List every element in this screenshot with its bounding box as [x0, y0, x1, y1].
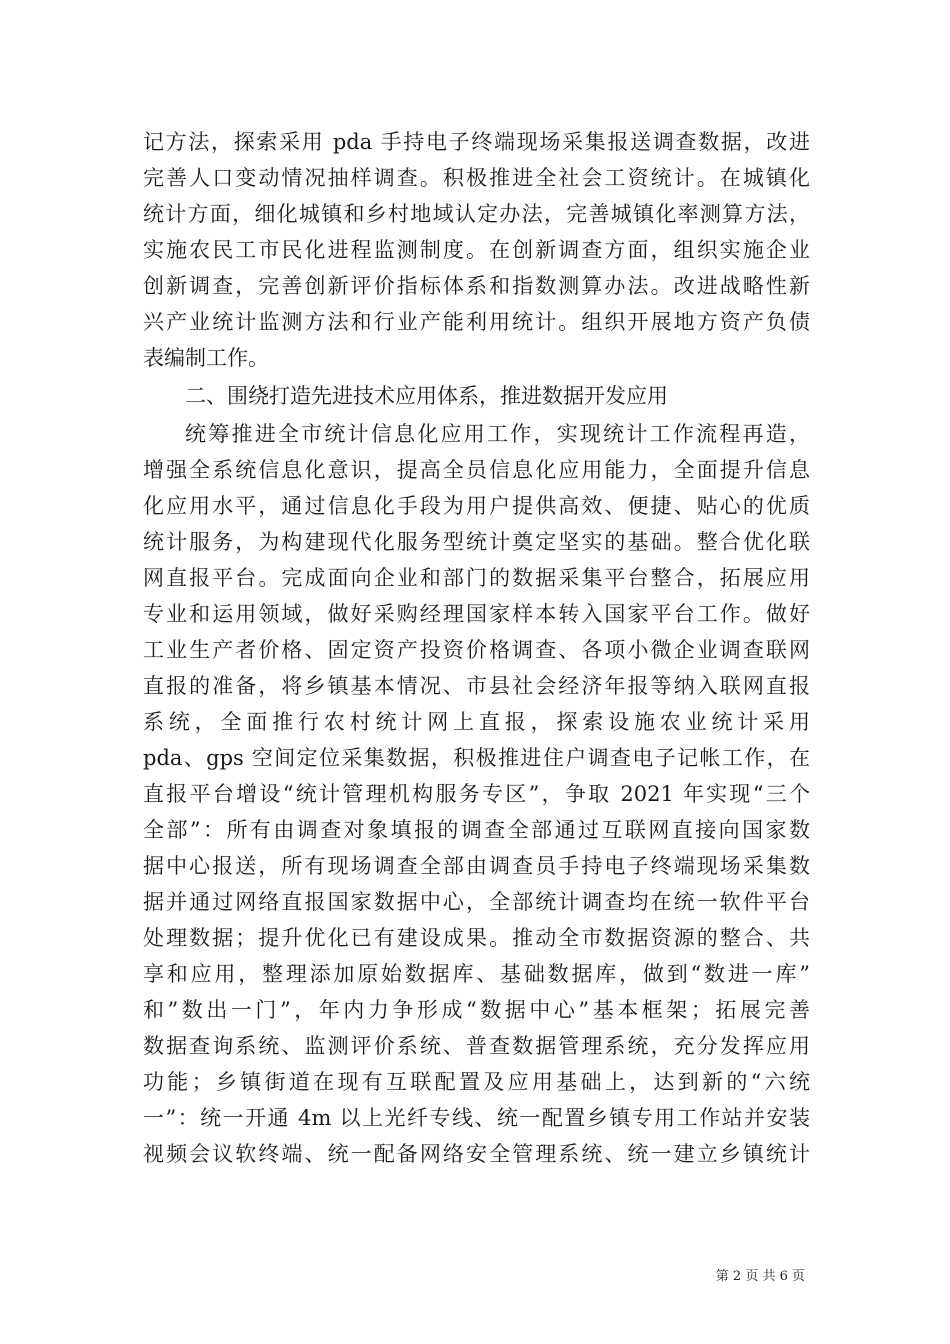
body-text-line: pda、gps 空间定位采集数据，积极推进住户调查电子记帐工作，在: [143, 746, 810, 770]
body-text-line: 全部”：所有由调查对象填报的调查全部通过互联网直接向国家数: [143, 818, 810, 842]
body-text-line: 系统，全面推行农村统计网上直报，探索设施农业统计采用: [143, 710, 810, 734]
body-text-line: 增强全系统信息化意识，提高全员信息化应用能力，全面提升信息: [143, 458, 810, 482]
body-text-line: 统筹推进全市统计信息化应用工作，实现统计工作流程再造，: [185, 422, 810, 446]
body-text-line: 工业生产者价格、固定资产投资价格调查、各项小微企业调查联网: [143, 638, 810, 662]
body-text-line: 实施农民工市民化进程监测制度。在创新调查方面，组织实施企业: [143, 238, 810, 262]
body-text-line: 数据查询系统、监测评价系统、普查数据管理系统，充分发挥应用: [143, 1034, 810, 1058]
body-text-line: 视频会议软终端、统一配备网络安全管理系统、统一建立乡镇统计: [143, 1142, 810, 1166]
page-number: 第 2 页 共 6 页: [715, 1269, 805, 1284]
body-text-line: 和”数出一门”，年内力争形成“数据中心”基本框架；拓展完善: [143, 998, 810, 1022]
body-text-line: 功能；乡镇街道在现有互联配置及应用基础上，达到新的“六统: [143, 1070, 810, 1094]
body-text-line: 兴产业统计监测方法和行业产能利用统计。组织开展地方资产负债: [143, 310, 810, 334]
body-text-line: 专业和运用领域，做好采购经理国家样本转入国家平台工作。做好: [143, 602, 810, 626]
body-text-line: 享和应用，整理添加原始数据库、基础数据库，做到“数进一库”: [143, 962, 810, 986]
body-text-line: 直报平台增设“统计管理机构服务专区”，争取 2021 年实现“三个: [143, 782, 810, 806]
body-text-line: 完善人口变动情况抽样调查。积极推进全社会工资统计。在城镇化: [143, 166, 810, 190]
body-text-line: 网直报平台。完成面向企业和部门的数据采集平台整合，拓展应用: [143, 566, 810, 590]
body-text-line: 表编制工作。: [143, 346, 269, 370]
body-text-line: 直报的准备，将乡镇基本情况、市县社会经济年报等纳入联网直报: [143, 674, 810, 698]
body-text-line: 统计服务，为构建现代化服务型统计奠定坚实的基础。整合优化联: [143, 530, 810, 554]
body-text-line: 处理数据；提升优化已有建设成果。推动全市数据资源的整合、共: [143, 926, 810, 950]
body-text-line: 记方法，探索采用 pda 手持电子终端现场采集报送调查数据，改进: [143, 130, 810, 154]
body-text-line: 据并通过网络直报国家数据中心，全部统计调查均在统一软件平台: [143, 890, 810, 914]
body-text-line: 化应用水平，通过信息化手段为用户提供高效、便捷、贴心的优质: [143, 494, 810, 518]
body-text-line: 据中心报送，所有现场调查全部由调查员手持电子终端现场采集数: [143, 854, 810, 878]
section-heading: 二、围绕打造先进技术应用体系，推进数据开发应用: [185, 384, 668, 408]
body-text-line: 一”：统一开通 4m 以上光纤专线、统一配置乡镇专用工作站并安装: [143, 1106, 810, 1130]
body-text-line: 统计方面，细化城镇和乡村地域认定办法，完善城镇化率测算方法，: [143, 202, 810, 226]
body-text-line: 创新调查，完善创新评价指标体系和指数测算办法。改进战略性新: [143, 274, 810, 298]
